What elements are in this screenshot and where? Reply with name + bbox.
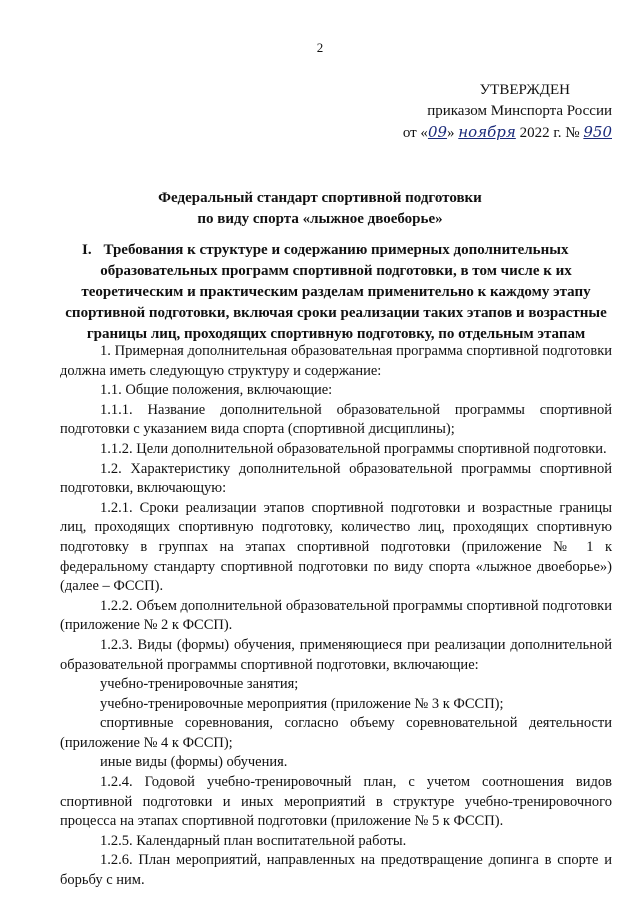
order-number-handwritten: 950 (583, 123, 612, 141)
paragraph: 1.2.6. План мероприятий, направленных на предотвращение допинга в спорте и борьбу с ним. (60, 852, 612, 889)
approval-order: приказом Минспорта России (427, 103, 612, 119)
paragraph: 1.2.2. Объем дополнительной образовательной программы спортивной подготовки (приложение № 2 к ФССП). (60, 597, 612, 634)
paragraph: 1.1. Общие положения, включающие: (100, 382, 333, 399)
heading-line-2: по виду спорта «лыжное двоеборье» (197, 211, 443, 227)
paragraph: учебно-тренировочные мероприятия (приложение № 3 к ФССП); (100, 695, 504, 712)
document-heading (0, 188, 640, 230)
section-title: Требования к структуре и содержанию примерных дополнительных образовательных программ спортивной подготовки, в том числе к их теоретическим и практическим разделам применительно к каждому этапу спортивной подготовки, включая сроки реализации таких этапов и возрастные границы лиц, проходящих спортивную подготовку, по отдельным этапам (65, 242, 607, 342)
document-body (60, 342, 612, 891)
paragraph: 1.2.1. Сроки реализации этапов спортивной подготовки и возрастные границы лиц, проходящих спортивную подготовку, количество лиц, проходящих спортивную подготовку в группах на этапах спортивной подготовки (приложение № 1 к федеральному стандарту спортивной подготовки по виду спорта «лыжное двоеборье») (далее – ФССП). (60, 499, 612, 595)
paragraph: 1.2. Характеристику дополнительной образовательной программы спортивной подготовки, включающую: (60, 460, 612, 497)
paragraph: учебно-тренировочные занятия; (100, 676, 299, 693)
approval-date-line (352, 122, 612, 144)
date-year: 2022 г. № (515, 125, 584, 141)
section-heading (60, 240, 612, 345)
page-number: 2 (316, 40, 324, 55)
paragraph: 1.2.5. Календарный план воспитательной работы. (100, 832, 407, 849)
paragraph: спортивные соревнования, согласно объему соревновательной деятельности (приложение № 4 к ФССП); (60, 715, 612, 751)
approval-title: УТВЕРЖДЕН (479, 82, 570, 98)
paragraph: 1. Примерная дополнительная образовательная программа спортивной подготовки должна иметь следующую структуру и содержание: (60, 343, 612, 379)
date-day-handwritten: 09 (427, 123, 448, 141)
paragraph: иные виды (формы) обучения. (100, 754, 288, 771)
date-sep: » (447, 125, 459, 141)
heading-line-1: Федеральный стандарт спортивной подготовки (158, 190, 482, 206)
section-number: I. (82, 242, 92, 258)
paragraph: 1.2.4. Годовой учебно-тренировочный план, с учетом соотношения видов спортивной подготовки и иных мероприятий в структуре учебно-тренировочного процесса на этапах спортивной подготовки (приложение № 5 к ФССП). (60, 774, 612, 830)
paragraph: 1.2.3. Виды (формы) обучения, применяющиеся при реализации дополнительной образовательной программы спортивной подготовки, включающие: (60, 636, 612, 673)
date-prefix: от « (402, 125, 428, 141)
approval-block (352, 80, 612, 144)
date-month-handwritten: ноября (458, 123, 516, 141)
paragraph: 1.1.1. Название дополнительной образовательной программы спортивной подготовки с указанием вида спорта (спортивной дисциплины); (60, 401, 612, 438)
paragraph: 1.1.2. Цели дополнительной образовательной программы спортивной подготовки. (100, 440, 607, 457)
